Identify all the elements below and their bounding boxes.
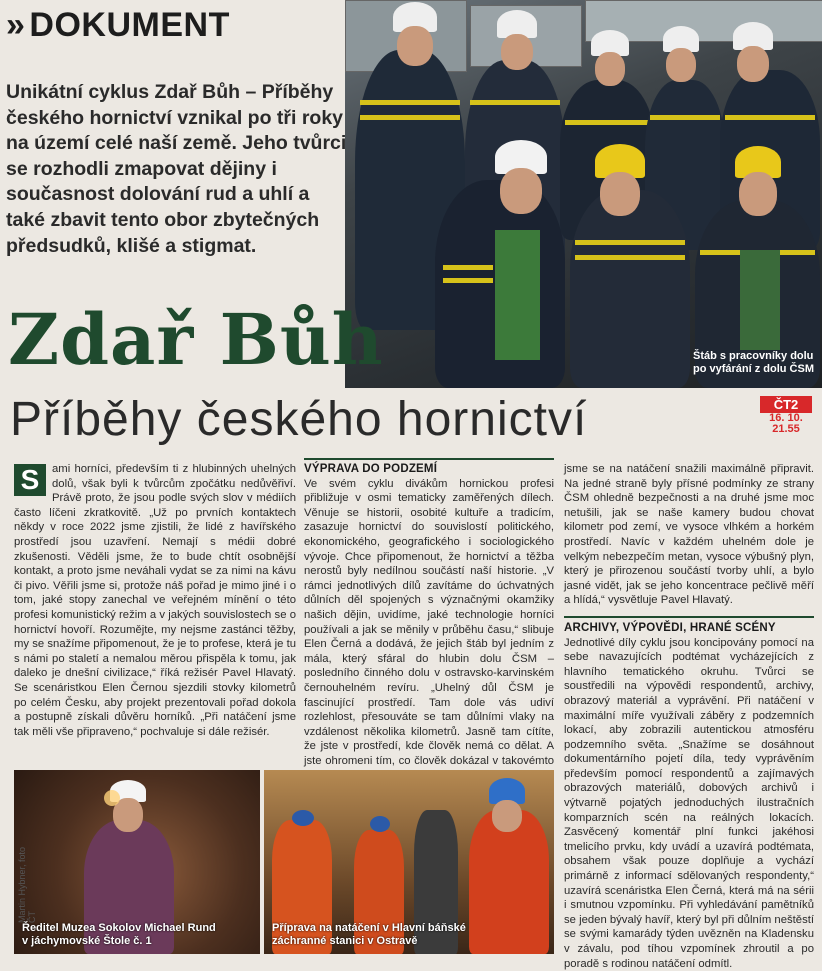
- ct2-logo: ČT2: [760, 396, 812, 413]
- column-1-text: ami horníci, především ti z hlubinných uhelných dolů, však byli k tvůrcům zpočátku nedůvěřiví. Právě proto, že jsou podle svých slov v médiích často líčeni zkratkovitě. „Už po prvních kontaktech někdy v roce 2022 jsme zjistili, že lidé z havířského prostředí jsou uzavření. Nemají s médii dobré zkušenosti. Věděli jsme, že to bude chtít osobnější kontakt, a proto jsme neváhali vydat se za nimi na kávu či pivo. Věřili jsme si, protože náš pořad je mimo jiné i o tom, jaké stopy zanechal ve veřejném mínění o této profesi komunistický režim a v jakých souvislostech se o hornictví hovoří. Rozumějte, my nejsme zastánci těžby, my se snažíme připomenout, že je to profese, která je tu s námi po staletí a nemalou měrou přispěla k tomu, jak daleko je dnešní civilizace,“ říká režisér Pavel Hlavatý. Se scenáristkou Elen Černou sjezdili stovky kilometrů po celém Česku, aby projekt prezentovali pořad dokola a postupně získali důvěru horníků. „Při natáčení jsme tak měli vše připraveno,“ pochvaluje si dále režisér.: [14, 463, 296, 738]
- drop-cap: S: [14, 464, 46, 496]
- hero-photo: [345, 0, 822, 388]
- article-column-2: [304, 462, 554, 783]
- intro-text: Unikátní cyklus Zdař Bůh – Příběhy českého hornictví vznikal po tři roky na území celé naší země. Jeho tvůrci se rozhodli zmapovat dějiny i současnost dolování rud a uhlí a také zbavit tento obor zbytečných předsudků, klišé a stigmat.: [6, 81, 347, 257]
- section-name: DOKUMENT: [29, 6, 230, 44]
- photo-museum-director: [14, 770, 260, 954]
- column-2-rule: [304, 458, 554, 460]
- photo2-caption-line1: Příprava na natáčení v Hlavní báňské: [272, 922, 466, 934]
- photo1-caption-line1: Ředitel Muzea Sokolov Michael Rund: [22, 922, 216, 934]
- broadcast-date: 16. 10.: [769, 412, 803, 424]
- broadcast-time: 21.55: [772, 423, 800, 435]
- section-heading-vyprava: VÝPRAVA DO PODZEMÍ: [304, 463, 438, 475]
- hero-caption-line1: Štáb s pracovníky dolu: [692, 350, 814, 362]
- page-title: Zdař Bůh: [8, 298, 384, 381]
- hero-caption-line2: po vyfárání z dolu ČSM: [692, 363, 814, 375]
- page-subtitle: Příběhy českého hornictví: [10, 393, 588, 446]
- chevron-icon: »: [6, 6, 26, 44]
- photo2-caption-line2: záchranné stanici v Ostravě: [272, 935, 418, 947]
- section-heading-archivy: ARCHIVY, VÝPOVĚDI, HRANÉ SCÉNY: [564, 621, 776, 634]
- photo1-caption-line2: v jáchymovské Štole č. 1: [22, 935, 152, 947]
- column-3-rule: [564, 616, 814, 618]
- hero-caption: [693, 350, 814, 376]
- photo-credit: Martin Hybner, foto ČT: [17, 846, 37, 923]
- article-column-1: [14, 462, 296, 739]
- column-3-text: Jednotlivé díly cyklu jsou koncipovány pomocí na sebe navazujících podtémat vycházejících z hlavního tematického okruhu. Tvůrci se soustředili na výpovědi respondentů, archivy, obrazový materiál a vyprávění. Při natáčení v maximální míře využívali záběry z podzemních lokací, aby zobrazili autentickou atmosféru podzemního světa. „Snažíme se dosáhnout dokumentárního pojetí díla, tedy vyprávěním především pomocí respondentů a zajímavých obrazových materiálů, dobových archivů i výtvarně pojatých jednoduchých ilustračních komparzních scén na reálných lokacích. Zasvěcený komentář plní funkci jakéhosi tmelicího prvku, kdy uvádí a uzavírá podtémata, obsahem však pouze doplňuje a vychází primárně z informací sdělovaných respondenty,“ uzavírá scenáristka Elen Černá, která má na sérii i smutnou vzpomínku. Při vyhledávání pamětníků se jeden bývalý havíř, který byl při důlním neštěstí se svými kamarády týden uvězněn na Kladensku v závalu, pod tíhou vzpomínek zhroutil a po poradě s rodinou natáčení odmítl.: [564, 636, 814, 970]
- section-label: [6, 6, 230, 45]
- article-column-3: [564, 462, 814, 971]
- photo-rescue-station: [264, 770, 554, 954]
- column-2-text: Ve svém cyklu divákům hornickou profesi přibližuje v osmi tematicky zaměřených dílech. Věnuje se historii, osobité kultuře a tradicím, zasazuje hornictví do souvislostí politického, ekonomického, geografického i sociologického vývoje. Chce připomenout, že hornictví a těžba nerostů byly nedílnou součástí naší historie. „V rámci jednotlivých dílů zavítáme do úchvatných důlních děl spojených s význačnými okamžiky našich dějin, uvidíme, jaké technologie horníci používali a jak se měnily v průběhu času,“ slibuje Elen Černá a dodává, že jejich štáb byl jedním z mála, který sfáral do hlubin dolu ČSM – posledního činného dolu v ostravsko-karvinském černouhelném revíru. „Uhelný důl ČSM je fascinující prostředí. Tam dole vás udiví rozlehlost, přesouváte se tam důlními vlaky na vzdálenost několika kilometrů. Jasně tam cítíte, že jste v prostředí, kde člověk nemá co dělat. A jste ohromeni tím, co člověk dokázal v takovémto: [304, 477, 554, 767]
- column-3-text-top: jsme se na natáčení snažili maximálně připravit. Na jedné straně byly přísné podmínky ze strany ČSM ohledně bezpečnosti a na druhé jsme moc netušili, jak se naše kamery budou chovat kilometr pod zemí, ve vysoce vlhkém a horkém prostředí. Navíc v každém uhelném dole je velkým nebezpečím metan, vysoce výbušný plyn, který je přirozenou součástí tvorby uhlí, a bylo jasné vidět, jak se jeho koncentrace pečlivě měří a hlídá,“ vysvětluje Pavel Hlavatý.: [564, 463, 814, 607]
- broadcast-badge: [760, 396, 812, 436]
